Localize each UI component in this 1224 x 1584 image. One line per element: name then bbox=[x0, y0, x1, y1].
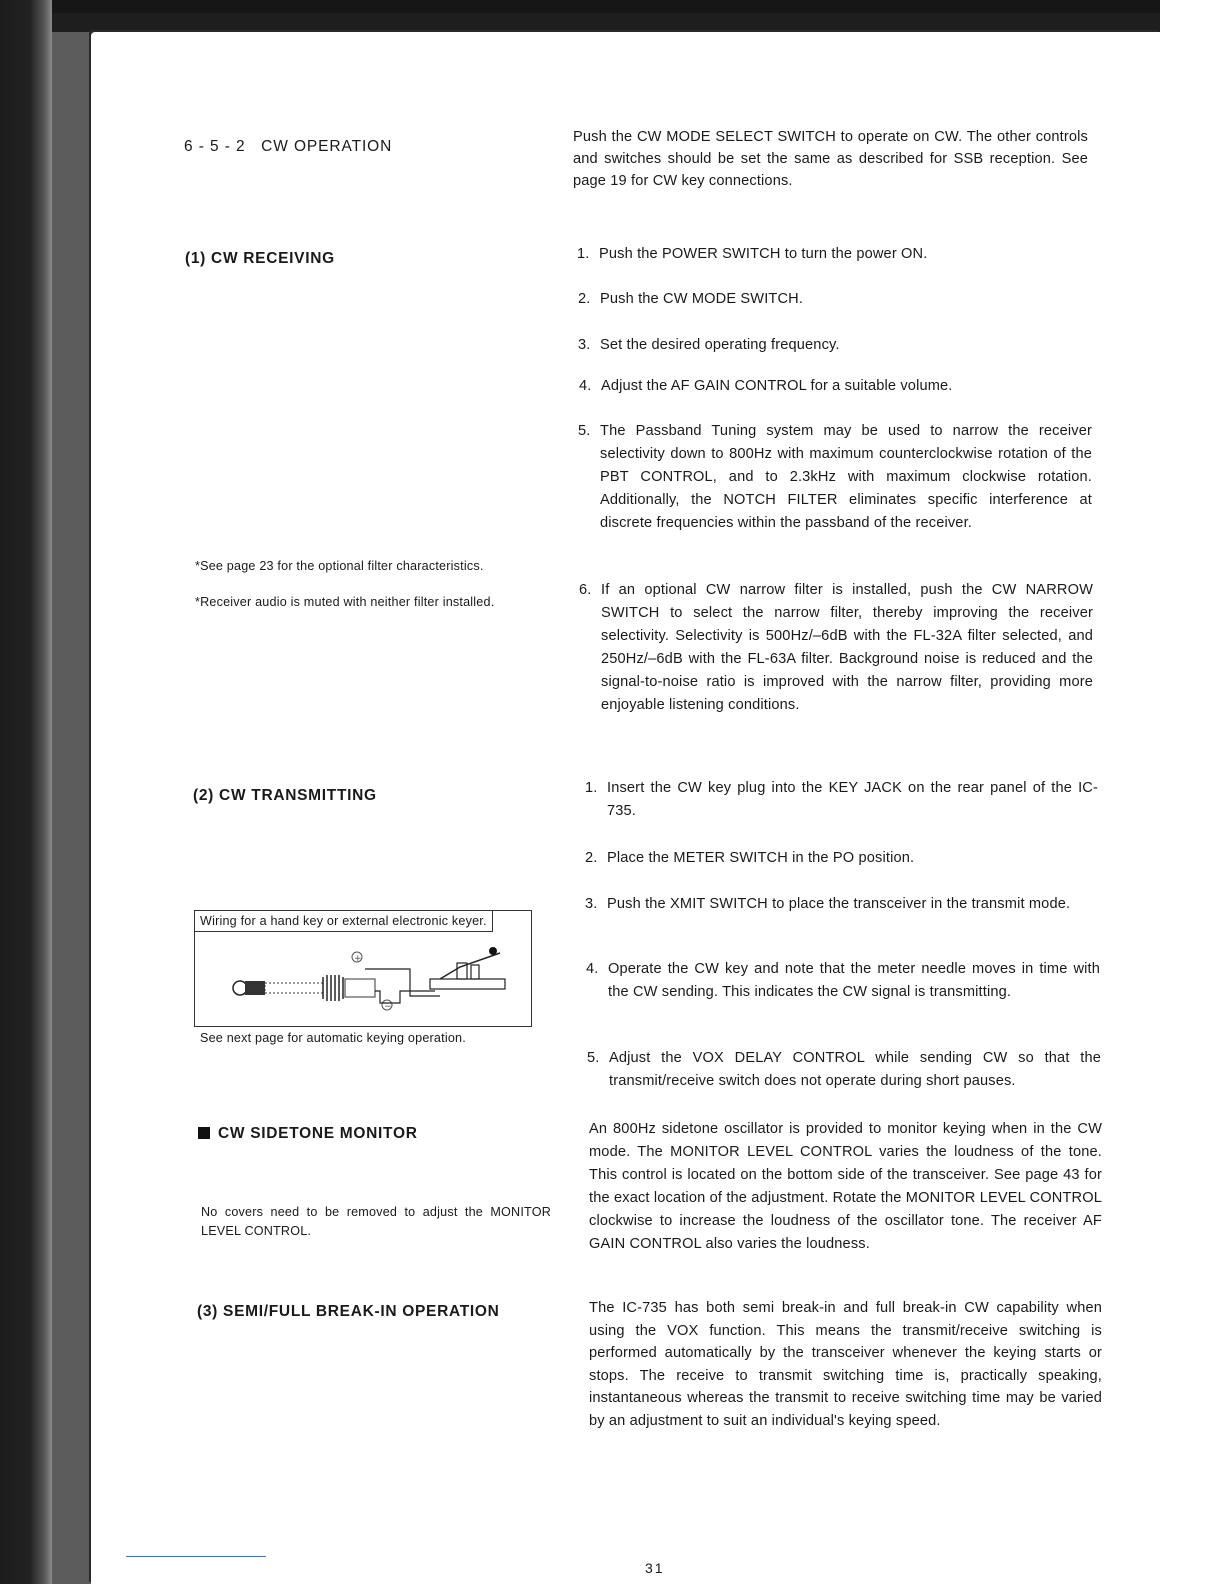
bullet-square-icon bbox=[198, 1127, 210, 1139]
scan-border-gap-top bbox=[52, 13, 1160, 32]
rx-note-muted: *Receiver audio is muted with neither filter installed. bbox=[195, 595, 495, 609]
rx-step-text: Push the CW MODE SWITCH. bbox=[600, 291, 804, 307]
section-heading bbox=[184, 138, 392, 156]
rx-step-number: 3. bbox=[578, 337, 591, 353]
tx-step-number: 1. bbox=[585, 780, 598, 796]
tx-step-number: 2. bbox=[585, 850, 598, 866]
section-number: 6 - 5 - 2 bbox=[184, 138, 246, 155]
tx-step-text: Operate the CW key and note that the meter needle moves in time with the CW sending. This indicates the CW signal is transmitting. bbox=[608, 961, 1100, 1000]
rx-step-number: 6. bbox=[579, 582, 592, 598]
sidetone-heading bbox=[198, 1125, 418, 1143]
tx-step-text: Place the METER SWITCH in the PO position. bbox=[607, 850, 915, 866]
cw-receiving-heading: (1) CW RECEIVING bbox=[185, 250, 335, 267]
diagram-caption: Wiring for a hand key or external electronic keyer. bbox=[195, 911, 493, 932]
rx-step-number: 4. bbox=[579, 378, 592, 394]
sidetone-note: No covers need to be removed to adjust the MONITOR LEVEL CONTROL. bbox=[201, 1205, 551, 1238]
key-plug-illustration bbox=[195, 911, 531, 1026]
tx-step-text: Adjust the VOX DELAY CONTROL while sending CW so that the transmit/receive switch does not operate during short pauses. bbox=[609, 1050, 1101, 1089]
scan-border-left bbox=[0, 0, 52, 1584]
rx-step-text: Set the desired operating frequency. bbox=[600, 337, 840, 353]
rx-step-text: The Passband Tuning system may be used to narrow the receiver selectivity down to 800Hz with maximum counterclockwise rotation of the PBT CONTROL, and to 2.3kHz with maximum clockwise rotation. Additionally, the NOTCH FILTER eliminates specific interference at discrete frequencies within the passband of the receiver. bbox=[600, 423, 1092, 531]
tx-step-number: 5. bbox=[587, 1050, 600, 1066]
break-in-heading: (3) SEMI/FULL BREAK-IN OPERATION bbox=[197, 1303, 500, 1320]
sidetone-heading-text: CW SIDETONE MONITOR bbox=[218, 1125, 418, 1142]
rx-step-number: 5. bbox=[578, 423, 591, 439]
section-title: CW OPERATION bbox=[261, 138, 393, 155]
tx-step-text: Insert the CW key plug into the KEY JACK on the rear panel of the IC-735. bbox=[607, 780, 1098, 819]
diagram-note: See next page for automatic keying operation. bbox=[200, 1031, 466, 1045]
tx-step-number: 3. bbox=[585, 896, 598, 912]
key-wiring-diagram bbox=[194, 910, 532, 1027]
scan-border-gap bbox=[52, 13, 91, 1584]
tx-step-number: 4. bbox=[586, 961, 599, 977]
tx-step-text: Push the XMIT SWITCH to place the transceiver in the transmit mode. bbox=[607, 896, 1071, 912]
rx-note-filter: *See page 23 for the optional filter characteristics. bbox=[195, 559, 484, 573]
footer-rule bbox=[126, 1556, 266, 1557]
scan-border-top-end bbox=[1160, 0, 1224, 13]
sidetone-text: An 800Hz sidetone oscillator is provided to monitor keying when in the CW mode. The MONITOR LEVEL CONTROL varies the loudness of the tone. This control is located on the bottom side of the transceiver. See page 43 for the exact location of the adjustment. Rotate the MONITOR LEVEL CONTROL clockwise to increase the loudness of the oscillator tone. The receiver AF GAIN CONTROL also varies the loudness. bbox=[589, 1121, 1102, 1252]
rx-step-number: 2. bbox=[578, 291, 591, 307]
rx-step-number: 1. bbox=[577, 246, 590, 262]
section-intro: Push the CW MODE SELECT SWITCH to operate on CW. The other controls and switches should be set the same as described for SSB reception. See page 19 for CW key connections. bbox=[573, 129, 1088, 189]
svg-text:−: − bbox=[384, 1002, 392, 1012]
break-in-text: The IC-735 has both semi break-in and full break-in CW capability when using the VOX function. This means the transmit/receive switching is performed automatically by the transceiver whenever the keying starts or stops. The receive to transmit switching time is, practically speaking, instantaneous whereas the transmit to receive switching time may be varied by an adjustment to suit an individual's keying speed. bbox=[589, 1300, 1102, 1429]
svg-text:+: + bbox=[354, 954, 362, 964]
rx-step-text: If an optional CW narrow filter is installed, push the CW NARROW SWITCH to select the narrow filter, thereby improving the receiver selectivity. Selectivity is 500Hz/–6dB with the FL-32A filter selected, and 250Hz/–6dB with the FL-63A filter. Background noise is reduced and the signal-to-noise ratio is improved with the narrow filter, providing more enjoyable listening conditions. bbox=[601, 582, 1093, 713]
rx-step-text: Push the POWER SWITCH to turn the power ON. bbox=[599, 246, 928, 262]
scan-border-top bbox=[0, 0, 1224, 13]
cw-transmitting-heading: (2) CW TRANSMITTING bbox=[193, 787, 377, 804]
rx-step-text: Adjust the AF GAIN CONTROL for a suitable volume. bbox=[601, 378, 953, 394]
page-number: 31 bbox=[645, 1560, 665, 1576]
